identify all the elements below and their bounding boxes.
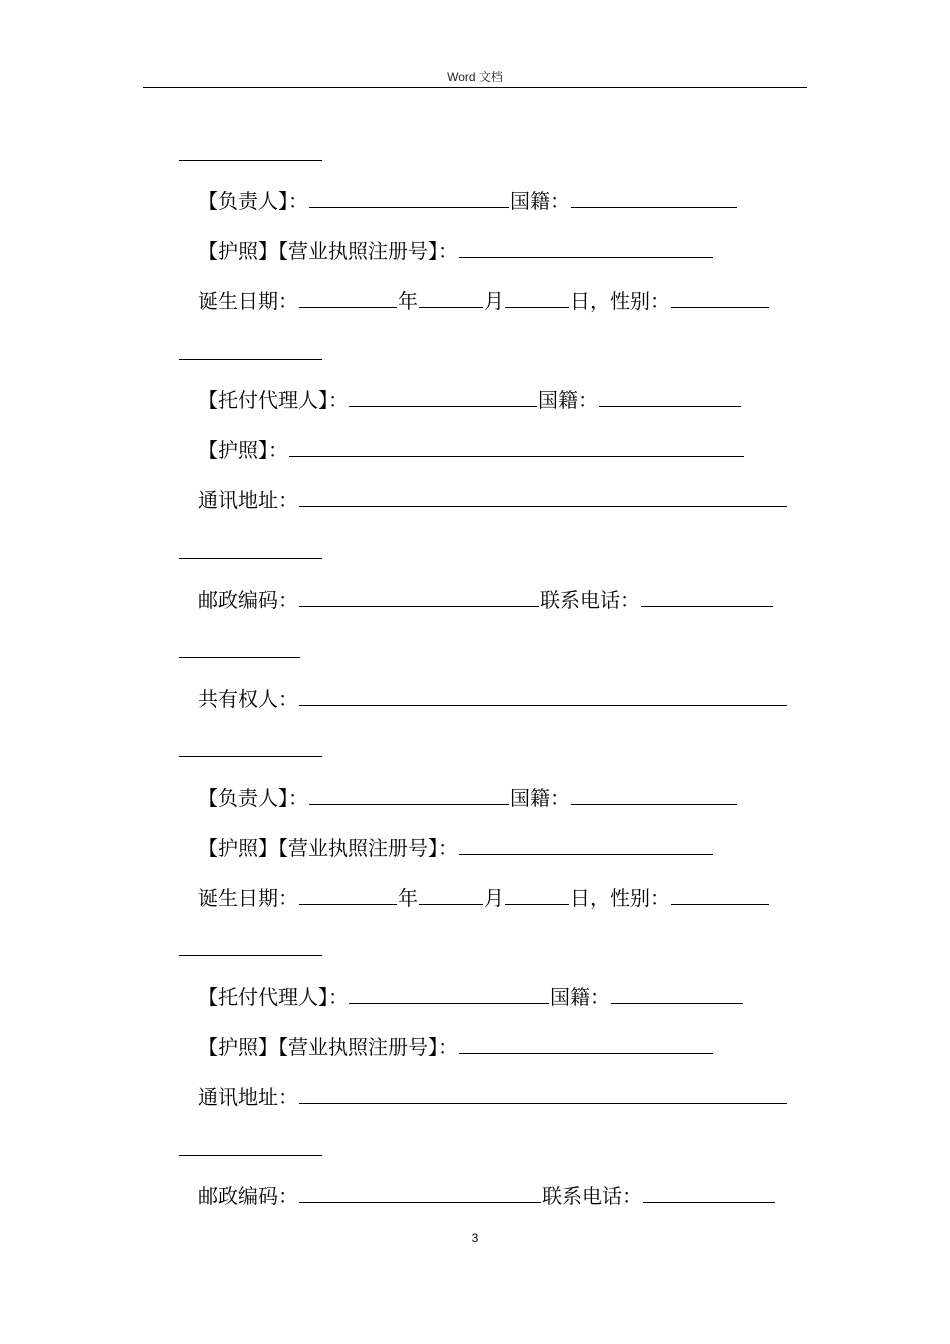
label-month: 月 xyxy=(484,886,504,910)
address-field[interactable] xyxy=(299,486,787,507)
blank-field[interactable] xyxy=(179,538,322,559)
form-line-co-owner xyxy=(198,684,802,714)
phone-field[interactable] xyxy=(641,586,773,607)
blank-field[interactable] xyxy=(179,935,322,956)
form-line-birth xyxy=(198,286,802,316)
label-responsible: 【负责人】： xyxy=(198,786,308,810)
label-agent: 【托付代理人】： xyxy=(198,388,348,412)
label-year: 年 xyxy=(398,886,418,910)
label-year: 年 xyxy=(398,289,418,313)
birth-month-field[interactable] xyxy=(419,884,483,905)
birth-day-field[interactable] xyxy=(505,287,569,308)
agent-field[interactable] xyxy=(349,983,549,1004)
blank-field[interactable] xyxy=(179,140,322,161)
label-postcode: 邮政编码： xyxy=(198,588,298,612)
label-postcode: 邮政编码： xyxy=(198,1184,298,1208)
label-day-gender: 日，性别： xyxy=(570,886,670,910)
label-nationality: 国籍： xyxy=(550,985,610,1009)
responsible-field[interactable] xyxy=(309,784,509,805)
label-nationality: 国籍： xyxy=(510,786,570,810)
label-birth-date: 诞生日期： xyxy=(198,289,298,313)
postcode-field[interactable] xyxy=(299,586,539,607)
passport-field[interactable] xyxy=(289,436,744,457)
form-line-responsible xyxy=(198,186,802,216)
form-line-passport-reg xyxy=(198,236,802,266)
form-line-continuation xyxy=(178,139,802,169)
gender-field[interactable] xyxy=(671,287,769,308)
birth-day-field[interactable] xyxy=(505,884,569,905)
birth-year-field[interactable] xyxy=(299,287,397,308)
label-month: 月 xyxy=(484,289,504,313)
label-phone: 联系电话： xyxy=(542,1184,642,1208)
form-line-continuation xyxy=(178,934,802,964)
nationality-field[interactable] xyxy=(571,784,737,805)
form-line-responsible xyxy=(198,783,802,813)
label-passport-reg: 【护照】【营业执照注册号】： xyxy=(198,1035,458,1059)
co-owner-field[interactable] xyxy=(299,685,787,706)
label-phone: 联系电话： xyxy=(540,588,640,612)
passport-reg-field[interactable] xyxy=(459,834,713,855)
form-line-birth xyxy=(198,883,802,913)
label-passport-reg: 【护照】【营业执照注册号】： xyxy=(198,836,458,860)
label-agent: 【托付代理人】： xyxy=(198,985,348,1009)
gender-field[interactable] xyxy=(671,884,769,905)
form-line-agent xyxy=(198,385,802,415)
form-line-continuation xyxy=(178,537,802,567)
nationality-field[interactable] xyxy=(599,386,741,407)
nationality-field[interactable] xyxy=(571,187,737,208)
form-line-passport-reg xyxy=(198,833,802,863)
birth-month-field[interactable] xyxy=(419,287,483,308)
header-title: Word 文档 xyxy=(447,70,503,84)
label-passport: 【护照】： xyxy=(198,438,288,462)
blank-field[interactable] xyxy=(179,637,300,658)
label-nationality: 国籍： xyxy=(510,189,570,213)
label-address: 通讯地址： xyxy=(198,1085,298,1109)
responsible-field[interactable] xyxy=(309,187,509,208)
label-day-gender: 日，性别： xyxy=(570,289,670,313)
page-number: 3 xyxy=(471,1231,479,1245)
label-passport-reg: 【护照】【营业执照注册号】： xyxy=(198,239,458,263)
form-line-address xyxy=(198,485,802,515)
label-responsible: 【负责人】： xyxy=(198,189,308,213)
form-line-passport xyxy=(198,435,802,465)
passport-reg-field[interactable] xyxy=(459,1033,713,1054)
blank-field[interactable] xyxy=(179,736,322,757)
blank-field[interactable] xyxy=(179,1135,322,1156)
blank-field[interactable] xyxy=(179,339,322,360)
postcode-field[interactable] xyxy=(299,1182,541,1203)
label-co-owner: 共有权人： xyxy=(198,687,298,711)
form-line-agent xyxy=(198,982,802,1012)
nationality-field[interactable] xyxy=(611,983,743,1004)
label-birth-date: 诞生日期： xyxy=(198,886,298,910)
form-line-continuation xyxy=(178,338,802,368)
address-field[interactable] xyxy=(299,1083,787,1104)
passport-reg-field[interactable] xyxy=(459,237,713,258)
birth-year-field[interactable] xyxy=(299,884,397,905)
form-line-postcode xyxy=(198,585,802,615)
form-line-address xyxy=(198,1082,802,1112)
form-line-continuation xyxy=(178,1134,802,1164)
label-address: 通讯地址： xyxy=(198,488,298,512)
header-divider xyxy=(143,87,807,88)
phone-field[interactable] xyxy=(643,1182,775,1203)
form-line-passport-reg xyxy=(198,1032,802,1062)
agent-field[interactable] xyxy=(349,386,537,407)
form-line-continuation xyxy=(178,636,802,666)
form-line-continuation xyxy=(178,735,802,765)
form-line-postcode xyxy=(198,1181,802,1211)
label-nationality: 国籍： xyxy=(538,388,598,412)
